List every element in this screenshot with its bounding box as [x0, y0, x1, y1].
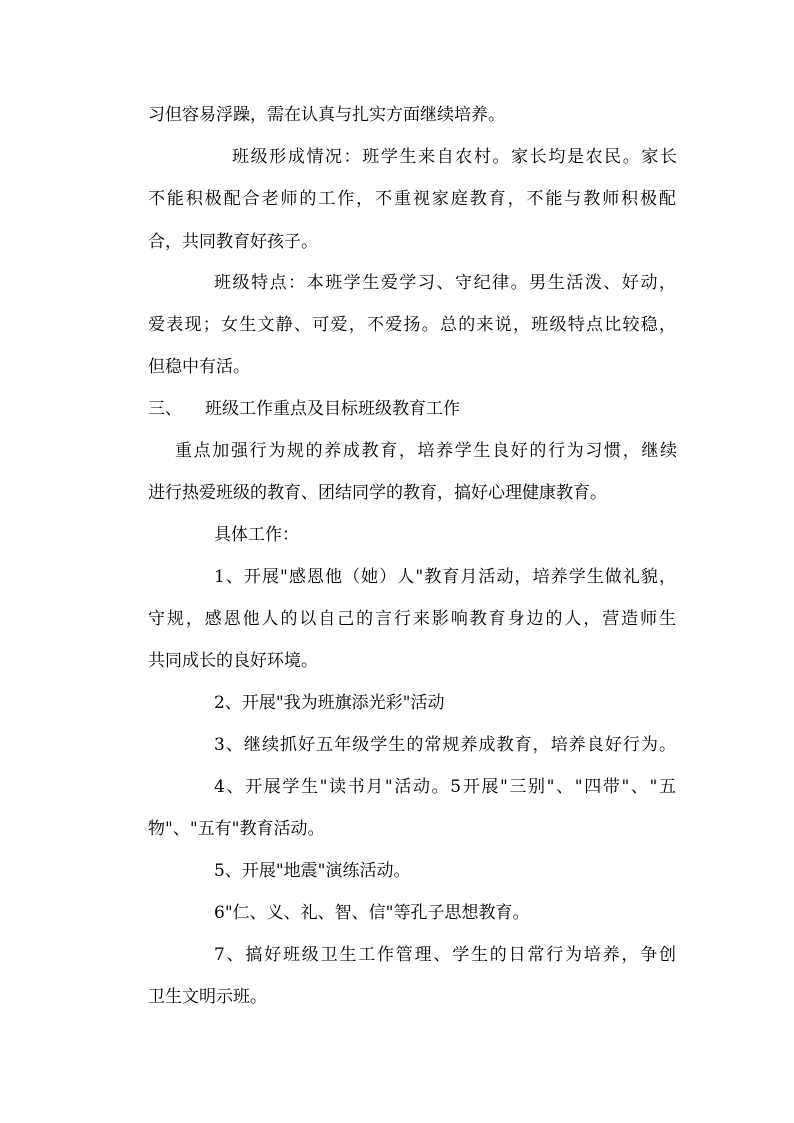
text-line: 物"、"五有"教育活动。 [148, 819, 325, 839]
text-line: 班级形成情况：班学生来自农村。家长均是农民。家长 [232, 147, 677, 167]
text-line: 不能积极配合老师的工作，不重视家庭教育，不能与教师积极配 [148, 189, 676, 209]
section-number: 三、 [148, 399, 182, 419]
text-line: 共同成长的良好环境。 [148, 651, 318, 671]
text-line: 1、开展"感恩他（她）人"教育月活动，培养学生做礼貌， [214, 567, 676, 587]
text-line: 6"仁、义、礼、智、信"等孔子思想教育。 [214, 903, 530, 923]
text-line: 2、开展"我为班旗添光彩"活动 [214, 693, 445, 713]
text-line: 习但容易浮躁，需在认真与扎实方面继续培养。 [148, 105, 505, 125]
text-line: 5、开展"地震"演练活动。 [214, 861, 411, 881]
text-line: 爱表现；女生文静、可爱，不爱扬。总的来说，班级特点比较稳， [148, 315, 676, 335]
text-line: 合，共同教育好孩子。 [148, 232, 318, 252]
text-line: 卫生文明示班。 [148, 987, 267, 1007]
text-line: 7、搞好班级卫生工作管理、学生的日常行为培养，争创 [214, 945, 676, 965]
text-line: 进行热爱班级的教育、团结同学的教育，搞好心理健康教育。 [148, 483, 607, 503]
text-line: 守规，感恩他人的以自己的言行来影响教育身边的人，营造师生 [148, 609, 676, 629]
text-line: 4、开展学生"读书月"活动。5开展"三别"、"四带"、"五 [214, 777, 676, 797]
text-line: 重点加强行为规的养成教育，培养学生良好的行为习惯，继续 [175, 441, 677, 461]
text-line: 班级特点：本班学生爱学习、守纪律。男生活泼、好动， [214, 273, 676, 293]
text-line: 具体工作： [214, 525, 299, 545]
section-heading: 班级工作重点及目标班级教育工作 [205, 399, 460, 419]
text-line: 但稳中有活。 [148, 357, 250, 377]
text-line: 3、继续抓好五年级学生的常规养成教育，培养良好行为。 [214, 735, 676, 755]
